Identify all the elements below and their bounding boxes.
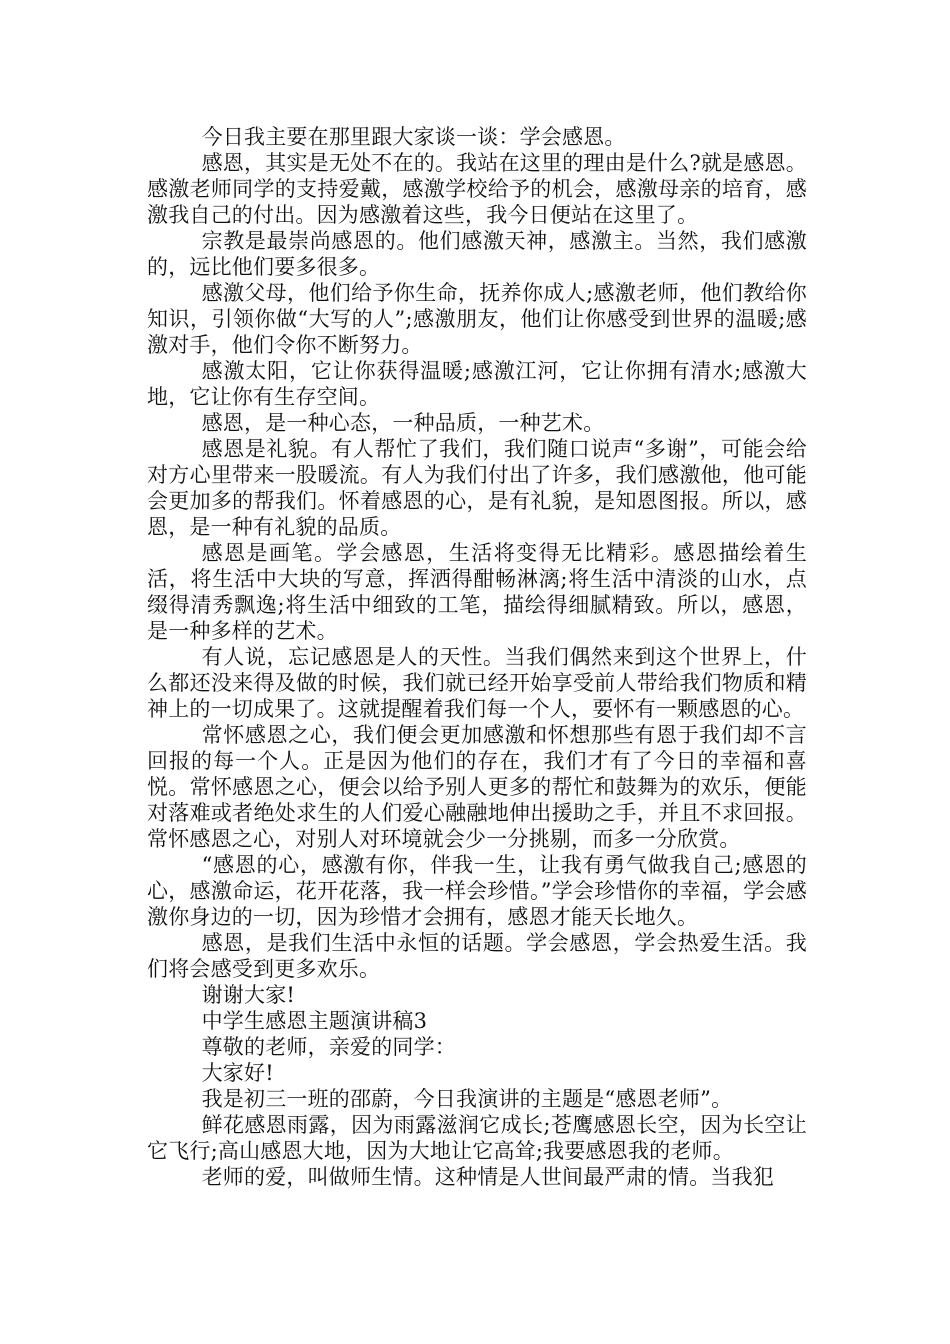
paragraph: 感激父母，他们给予你生命，抚养你成人;感激老师，他们教给你知识，引领你做“大写的人”;感激朋友，他们让你感受到世界的温暖;感激对手，他们令你不断努力。 (147, 281, 807, 357)
paragraph: 感恩，是一种心态，一种品质，一种艺术。 (201, 411, 605, 435)
paragraph: 有人说，忘记感恩是人的天性。当我们偶然来到这个世界上，什么都还没来得及做的时候，我们就已经开始享受前人带给我们物质和精神上的一切成果了。这就提醒着我们每一个人，要怀有一颗感恩的心。 (147, 645, 807, 721)
paragraph: 感恩，其实是无处不在的。我站在这里的理由是什么?就是感恩。感激老师同学的支持爱戴，感激学校给予的机会，感激母亲的培育，感激我自己的付出。因为感激着这些，我今日便站在这里了。 (147, 151, 807, 227)
document-body (147, 124, 807, 1190)
paragraph: 感激太阳，它让你获得温暖;感激江河，它让你拥有清水;感激大地，它让你有生存空间。 (147, 359, 807, 409)
paragraph: 常怀感恩之心，我们便会更加感激和怀想那些有恩于我们却不言回报的每一个人。正是因为他们的存在，我们才有了今日的幸福和喜悦。常怀感恩之心，便会以给予别人更多的帮忙和鼓舞为的欢乐，便能对落难或者绝处求生的人们爱心融融地伸出援助之手，并且不求回报。常怀感恩之心，对别人对环境就会少一分挑剔，而多一分欣赏。 (147, 723, 807, 851)
paragraph: 感恩是礼貌。有人帮忙了我们，我们随口说声“多谢”，可能会给对方心里带来一股暖流。有人为我们付出了许多，我们感激他，他可能会更加多的帮我们。怀着感恩的心，是有礼貌，是知恩图报。所以，感恩，是一种有礼貌的品质。 (147, 437, 807, 539)
greeting: 大家好! (201, 1061, 274, 1085)
paragraph: 宗教是最崇尚感恩的。他们感激天神，感激主。当然，我们感激的，远比他们要多很多。 (147, 229, 807, 279)
paragraph: 今日我主要在那里跟大家谈一谈：学会感恩。 (201, 125, 626, 149)
paragraph: 老师的爱，叫做师生情。这种情是人世间最严肃的情。当我犯 (201, 1165, 774, 1189)
paragraph: 感恩，是我们生活中永恒的话题。学会感恩，学会热爱生活。我们将会感受到更多欢乐。 (147, 931, 807, 981)
paragraph: 谢谢大家! (201, 983, 296, 1007)
paragraph: 我是初三一班的邵蔚，今日我演讲的主题是“感恩老师”。 (201, 1087, 733, 1111)
salutation: 尊敬的老师，亲爱的同学： (201, 1035, 456, 1059)
paragraph: 感恩是画笔。学会感恩，生活将变得无比精彩。感恩描绘着生活，将生活中大块的写意，挥洒得酣畅淋漓;将生活中清淡的山水，点缀得清秀飘逸;将生活中细致的工笔，描绘得细腻精致。所以，感恩，是一种多样的艺术。 (147, 541, 807, 643)
section-title: 中学生感恩主题演讲稿3 (201, 1009, 428, 1033)
paragraph: 鲜花感恩雨露，因为雨露滋润它成长;苍鹰感恩长空，因为长空让它飞行;高山感恩大地，因为大地让它高耸;我要感恩我的老师。 (147, 1113, 807, 1163)
paragraph: “感恩的心，感激有你，伴我一生，让我有勇气做我自己;感恩的心，感激命运，花开花落，我一样会珍惜。”学会珍惜你的幸福，学会感激你身边的一切，因为珍惜才会拥有，感恩才能天长地久。 (147, 853, 807, 929)
